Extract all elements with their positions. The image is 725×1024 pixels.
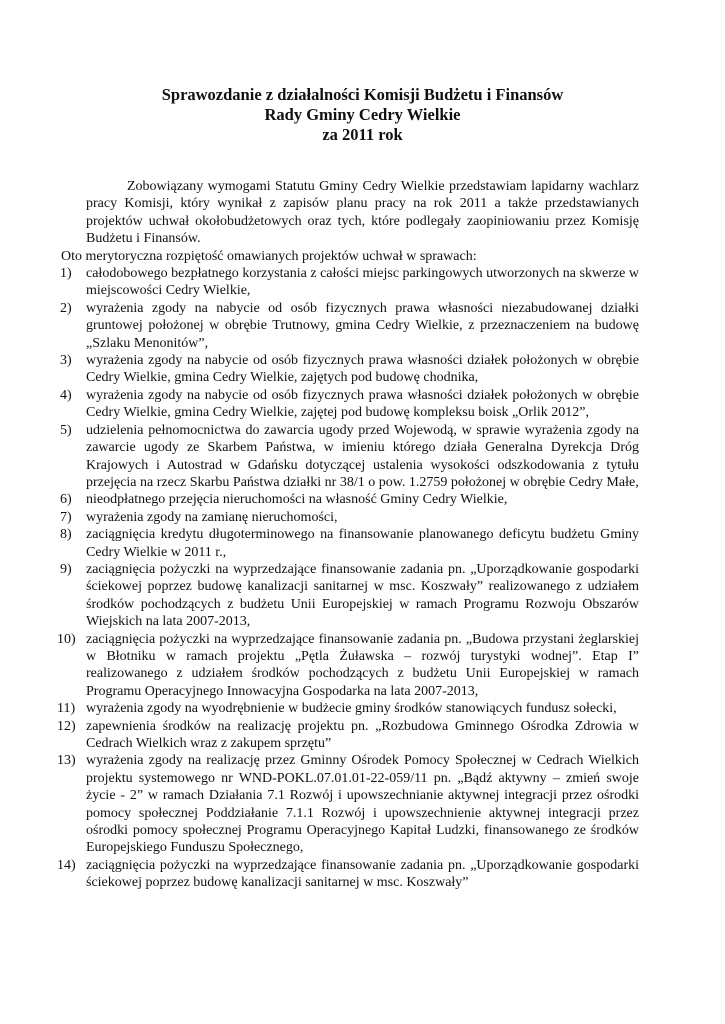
list-item-text: zaciągnięcia pożyczki na wyprzedzające finansowanie zadania pn. „Budowa przystani żeglarskiej w Błotniku w ramach projektu „Pętla Żuławska – rozwój turystyki wodnej”. Etap I” realizowanego z udziałem środków pochodzących z budżetu Unii Europejskiej w ramach Programu Operacyjnego Innowacyjna Gospodarka na lata 2007-2013,: [86, 631, 639, 699]
list-item-number: 3): [60, 353, 72, 369]
list-item-number: 1): [60, 266, 72, 282]
list-item: [57, 700, 639, 717]
list-item: [57, 718, 639, 753]
list-item-number: 11): [57, 701, 76, 717]
list-item-text: zapewnienia środków na realizację projektu pn. „Rozbudowa Gminnego Ośrodka Zdrowia w Cedrach Wielkich wraz z zakupem sprzętu”: [86, 718, 639, 751]
list-item: [60, 509, 639, 526]
list-item-number: 2): [60, 300, 72, 316]
list-item-number: 10): [57, 631, 76, 647]
list-item: [57, 857, 639, 892]
list-item: [60, 387, 639, 422]
list-item: [60, 422, 639, 492]
list-item: [60, 300, 639, 352]
list-item: [60, 352, 639, 387]
document-body: [57, 178, 639, 892]
list-item-text: zaciągnięcia pożyczki na wyprzedzające finansowanie zadania pn. „Uporządkowanie gospodarki ściekowej poprzez budowę kanalizacji sanitarnej w msc. Koszwały” realizowanego z udziałem środków pochodzących z budżetu Unii Europejskiej w ramach Programu Rozwoju Obszarów Wiejskich na lata 2007-2013,: [86, 561, 639, 630]
list-item: [60, 526, 639, 561]
list-item-text: wyrażenia zgody na nabycie od osób fizycznych prawa własności niezabudowanej działki gruntowej położonej w obrębie Trutnowy, gmina Cedry Wielkie, z przeznaczeniem na budowę „Szlaku Menonitów”,: [86, 300, 639, 351]
title-line-3: za 2011 rok: [322, 125, 403, 144]
resolution-list: [57, 265, 639, 892]
list-item-text: wyrażenia zgody na wyodrębnienie w budżecie gminy środków stanowiących fundusz sołecki,: [86, 701, 617, 717]
list-item-number: 9): [60, 561, 72, 577]
list-item: [57, 752, 639, 856]
list-item: [60, 491, 639, 508]
list-item-text: wyrażenia zgody na realizację przez Gminny Ośrodek Pomocy Społecznej w Cedrach Wielkich projektu systemowego nr WND-POKL.07.01.01-22-059/11 pn. „Bądź aktywny – zmień swoje życie - 2” w ramach Działania 7.1 Rozwój i upowszechnianie aktywnej integracji przez ośrodki pomocy społecznej Poddziałanie 7.1.1 Rozwój i upowszechnienie aktywnej integracji przez ośrodki pomocy społecznej Programu Operacyjnego Kapitał Ludzki, finansowanego ze środków Europejskiego Funduszu Społecznego,: [86, 753, 639, 856]
list-item-number: 6): [60, 492, 72, 508]
list-item-text: wyrażenia zgody na nabycie od osób fizycznych prawa własności działek położonych w obrębie Cedry Wielkie, gmina Cedry Wielkie, zajętej pod budowę kompleksu boisk „Orlik 2012”,: [86, 387, 639, 421]
document-title: [60, 85, 665, 145]
list-item-number: 8): [60, 527, 72, 543]
intro-paragraph: Zobowiązany wymogami Statutu Gminy Cedry Wielkie przedstawiam lapidarny wachlarz pracy Komisji, który wynikał z zapisów planu pracy na rok 2011 a także przedstawianych projektów uchwał okołobudżetowych oraz tych, które podlegały zaopiniowaniu przez Komisję Budżetu i Finansów.: [86, 179, 639, 247]
list-item-number: 7): [60, 509, 72, 525]
list-item-text: udzielenia pełnomocnictwa do zawarcia ugody przed Wojewodą, w sprawie wyrażenia zgody na zawarcie ugody ze Skarbem Państwa, w imieniu którego działa Generalna Dyrekcja Dróg Krajowych i Autostrad w Gdańsku dotyczącej ustalenia wysokości odszkodowania z tytułu przejęcia na rzecz Skarbu Państwa działki nr 38/1 o pow. 1.2759 położonej w obrębie Cedry Małe,: [86, 422, 639, 490]
list-item-text: zaciągnięcia kredytu długoterminowego na finansowanie planowanego deficytu budżetu Gminy Cedry Wielkie w 2011 r.,: [86, 527, 639, 560]
list-item: [57, 631, 639, 701]
list-item-text: wyrażenia zgody na nabycie od osób fizycznych prawa własności działek położonych w obrębie Cedry Wielkie, gmina Cedry Wielkie, zajętych pod budowę chodnika,: [86, 353, 639, 386]
list-item-text: zaciągnięcia pożyczki na wyprzedzające finansowanie zadania pn. „Uporządkowanie gospodarki ściekowej poprzez budowę kanalizacji sanitarnej w msc. Koszwały”: [86, 857, 639, 891]
list-item-number: 4): [60, 387, 72, 403]
list-item-number: 14): [57, 857, 76, 873]
title-line-2: Rady Gminy Cedry Wielkie: [264, 105, 461, 124]
title-line-1: Sprawozdanie z działalności Komisji Budżetu i Finansów: [161, 85, 564, 104]
list-item: [60, 561, 639, 631]
list-item-number: 13): [57, 753, 76, 769]
list-item-text: nieodpłatnego przejęcia nieruchomości na własność Gminy Cedry Wielkie,: [86, 492, 508, 508]
list-item-number: 5): [60, 422, 72, 438]
list-item-number: 12): [57, 718, 76, 734]
list-item-text: całodobowego bezpłatnego korzystania z całości miejsc parkingowych utworzonych na skwerze w miejscowości Cedry Wielkie,: [86, 266, 639, 299]
list-item-text: wyrażenia zgody na zamianę nieruchomości,: [86, 509, 338, 525]
list-lead: Oto merytoryczna rozpiętość omawianych projektów uchwał w sprawach:: [61, 248, 477, 264]
list-item: [60, 265, 639, 300]
